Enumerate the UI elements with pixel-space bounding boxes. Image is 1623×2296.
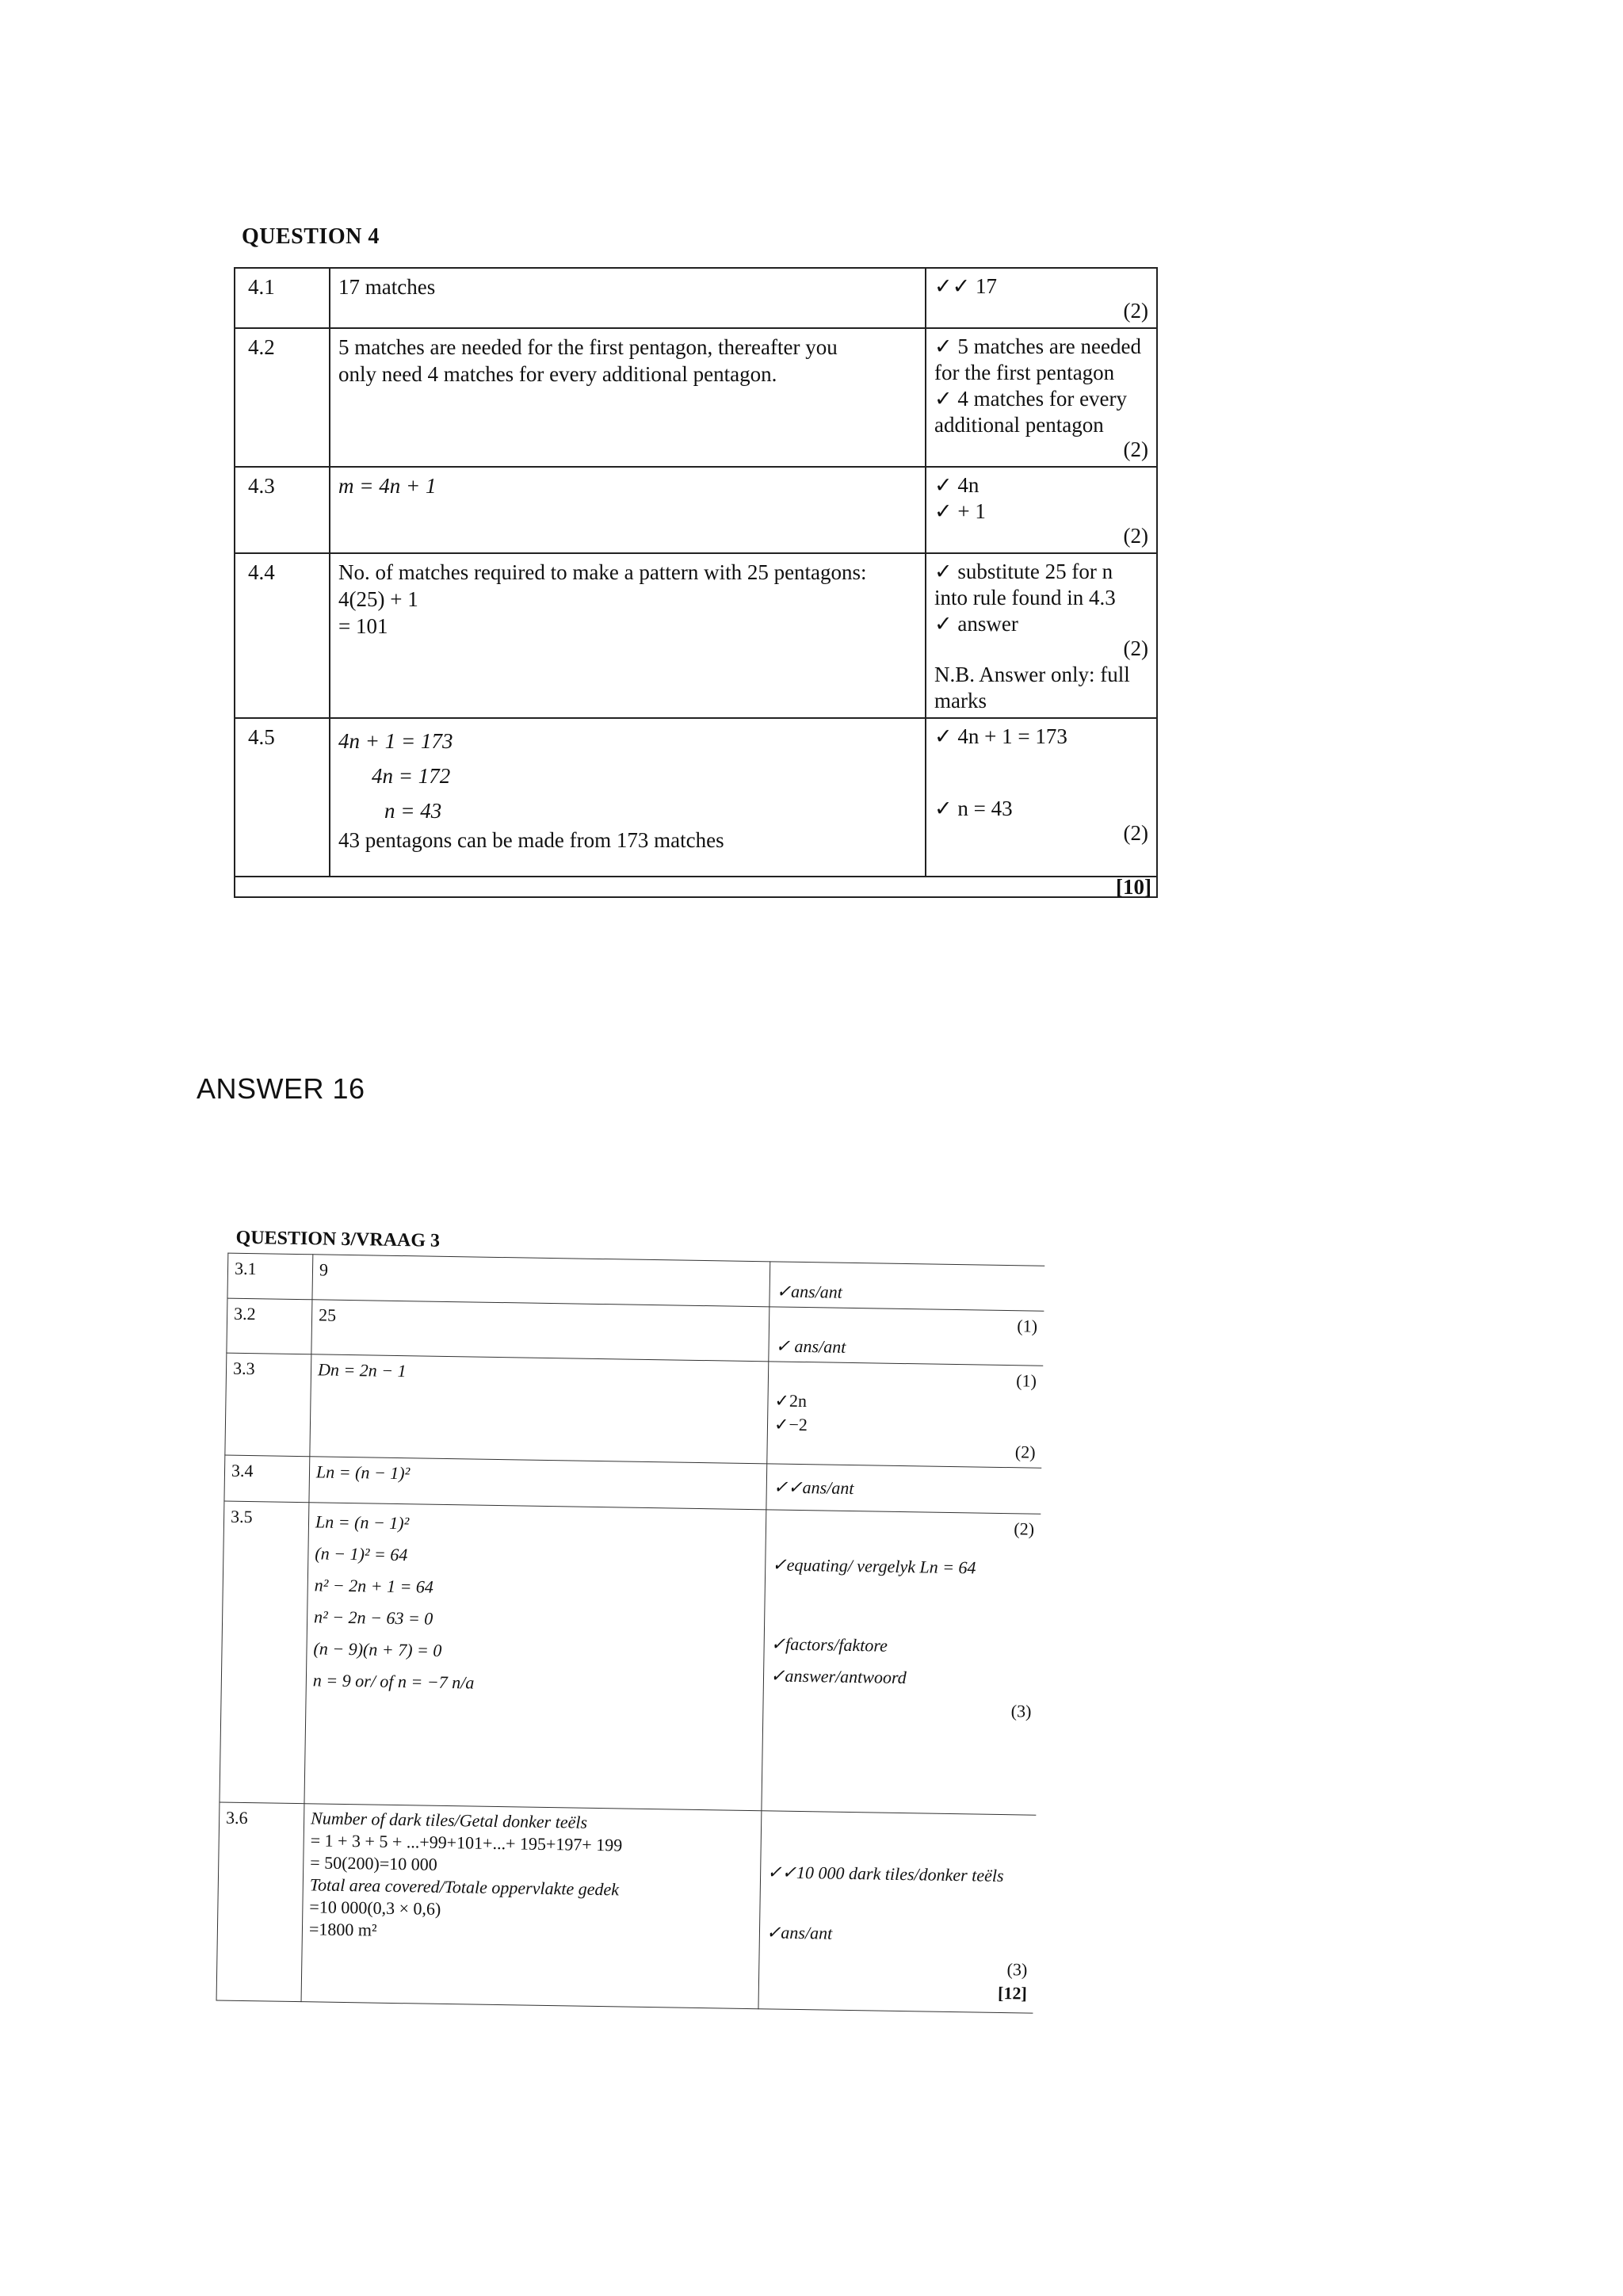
mark-line: ✓✓ 17 xyxy=(934,274,997,298)
mark-line: ✓ans/ant xyxy=(776,1281,843,1302)
mark-line: ✓answer/antwoord xyxy=(769,1665,907,1688)
mark-line: for the first pentagon xyxy=(934,361,1115,384)
question-number: 3.6 xyxy=(216,1802,304,2002)
answer-line: =10 000(0,3 × 0,6) xyxy=(309,1897,441,1919)
answer-line: n = 43 xyxy=(384,799,442,823)
question-4-title: QUESTION 4 xyxy=(242,224,380,249)
question-3-title: QUESTION 3/VRAAG 3 xyxy=(235,1227,441,1251)
mark-line: ✓ substitute 25 for n xyxy=(934,560,1113,583)
table-row xyxy=(225,1353,1043,1468)
answer-line: Ln = (n − 1)² xyxy=(315,1511,410,1534)
mark-note: N.B. Answer only: full xyxy=(934,663,1130,686)
answer-cell xyxy=(310,1354,769,1464)
marks-cell xyxy=(762,1510,1041,1815)
answer-line: n² − 2n − 63 = 0 xyxy=(313,1606,433,1629)
answer-line: 17 matches xyxy=(338,275,436,299)
mark-line: ✓equating/ vergelyk Ln = 64 xyxy=(772,1554,976,1578)
answer-line: = 101 xyxy=(338,614,388,638)
table-row xyxy=(235,268,1157,328)
answer-line: Number of dark tiles/Getal donker teëls xyxy=(310,1808,588,1832)
answer-line: only need 4 matches for every additional pentagon. xyxy=(338,362,777,386)
mark-line: ✓✓ans/ant xyxy=(773,1477,854,1499)
question-3-table xyxy=(216,1253,1045,2014)
marks-cell xyxy=(926,553,1157,718)
question-4-scan xyxy=(234,218,1185,900)
answer-line: Ln = (n − 1)² xyxy=(315,1461,411,1484)
answer-cell xyxy=(330,553,926,718)
answer-cell xyxy=(309,1457,767,1510)
answer-cell xyxy=(312,1255,770,1307)
answer-line: No. of matches required to make a pattern with 25 pentagons: xyxy=(338,560,867,584)
table-row xyxy=(235,467,1157,553)
mark-score: (3) xyxy=(1006,1959,1028,1980)
mark-line: ✓−2 xyxy=(773,1414,808,1435)
mark-line: additional pentagon xyxy=(934,413,1104,437)
answer-line: 4(25) + 1 xyxy=(338,587,418,611)
answer-line: (n − 1)² = 64 xyxy=(315,1543,408,1565)
answer-line: n = 9 or/ of n = −7 n/a xyxy=(312,1670,475,1693)
mark-score: (2) xyxy=(1014,1442,1036,1462)
mark-score: (2) xyxy=(1123,821,1148,845)
answer-line: =1800 m² xyxy=(308,1919,377,1940)
marks-cell xyxy=(926,328,1157,467)
mark-score: (2) xyxy=(1014,1519,1035,1539)
mark-note: marks xyxy=(934,689,987,712)
mark-score: (2) xyxy=(1123,437,1148,461)
question-number: 3.4 xyxy=(224,1455,310,1503)
mark-line: ✓ans/ant xyxy=(766,1922,833,1943)
question-number: 3.1 xyxy=(227,1253,313,1300)
marks-cell xyxy=(926,268,1157,328)
marks-cell xyxy=(926,467,1157,553)
table-total-row xyxy=(235,877,1157,897)
question-number: 3.5 xyxy=(220,1501,309,1804)
answer-cell xyxy=(330,268,926,328)
answer-line: (n − 9)(n + 7) = 0 xyxy=(313,1638,442,1660)
answer-line: 4n = 172 xyxy=(372,764,451,788)
mark-score: (3) xyxy=(1010,1701,1032,1721)
question-number: 4.2 xyxy=(235,328,330,467)
mark-line: ✓factors/faktore xyxy=(770,1633,888,1656)
mark-score: (2) xyxy=(1123,299,1148,323)
question-number: 4.5 xyxy=(235,718,330,877)
marks-cell xyxy=(769,1262,1044,1311)
answer-line: 5 matches are needed for the first pentagon, thereafter you xyxy=(338,335,838,359)
answer-line: 43 pentagons can be made from 173 matches xyxy=(338,828,724,852)
table-row xyxy=(235,553,1157,718)
question-number: 4.1 xyxy=(235,268,330,328)
marks-cell xyxy=(926,718,1157,877)
question-number: 3.3 xyxy=(225,1353,311,1457)
mark-line: ✓ ans/ant xyxy=(775,1335,846,1357)
mark-line: ✓ answer xyxy=(934,612,1018,636)
mark-score: (1) xyxy=(1016,1370,1037,1391)
answer-line: 9 xyxy=(319,1259,329,1280)
answer-cell xyxy=(330,328,926,467)
marks-cell xyxy=(769,1307,1044,1366)
answer-line: = 50(200)=10 000 xyxy=(310,1852,437,1874)
table-row xyxy=(235,718,1157,877)
mark-score: (2) xyxy=(1123,524,1148,548)
total-marks: [10] xyxy=(235,877,1157,897)
marks-cell xyxy=(767,1362,1043,1468)
question-4-table xyxy=(234,267,1158,898)
answer-cell xyxy=(330,718,926,877)
answer-line: 25 xyxy=(318,1305,337,1325)
mark-line: ✓✓10 000 dark tiles/donker teëls xyxy=(766,1862,1004,1886)
answer-line: Dn = 2n − 1 xyxy=(317,1359,407,1381)
mark-line: ✓ 4n + 1 = 173 xyxy=(934,724,1067,748)
total-marks: [12] xyxy=(997,1982,1028,2004)
mark-line: ✓2n xyxy=(774,1390,808,1412)
answer-heading: ANSWER 16 xyxy=(197,1072,365,1105)
mark-line: ✓ + 1 xyxy=(934,499,986,523)
mark-score: (1) xyxy=(1017,1316,1038,1336)
mark-line: ✓ n = 43 xyxy=(934,797,1013,820)
question-number: 4.3 xyxy=(235,467,330,553)
marks-cell xyxy=(766,1464,1041,1514)
table-row xyxy=(235,328,1157,467)
answer-line: Total area covered/Totale oppervlakte gedek xyxy=(309,1874,620,1900)
question-number: 4.4 xyxy=(235,553,330,718)
answer-cell xyxy=(301,1804,762,2009)
question-number: 3.2 xyxy=(227,1298,312,1354)
answer-line: 4n + 1 = 173 xyxy=(338,729,453,753)
marks-cell xyxy=(758,1811,1036,2013)
answer-line: = 1 + 3 + 5 + ...+99+101+...+ 195+197+ 199 xyxy=(310,1830,623,1855)
table-row xyxy=(220,1501,1041,1815)
mark-line: into rule found in 4.3 xyxy=(934,586,1116,609)
question-3-scan xyxy=(185,1221,1054,2027)
mark-score: (2) xyxy=(1123,636,1148,660)
mark-line: ✓ 4 matches for every xyxy=(934,387,1128,411)
answer-cell xyxy=(330,467,926,553)
answer-line: n² − 2n + 1 = 64 xyxy=(314,1575,434,1597)
answer-cell xyxy=(311,1300,769,1362)
answer-line: m = 4n + 1 xyxy=(338,474,437,498)
answer-cell xyxy=(304,1503,766,1811)
mark-line: ✓ 4n xyxy=(934,473,980,497)
mark-line: ✓ 5 matches are needed xyxy=(934,334,1141,358)
table-row xyxy=(216,1802,1036,2013)
